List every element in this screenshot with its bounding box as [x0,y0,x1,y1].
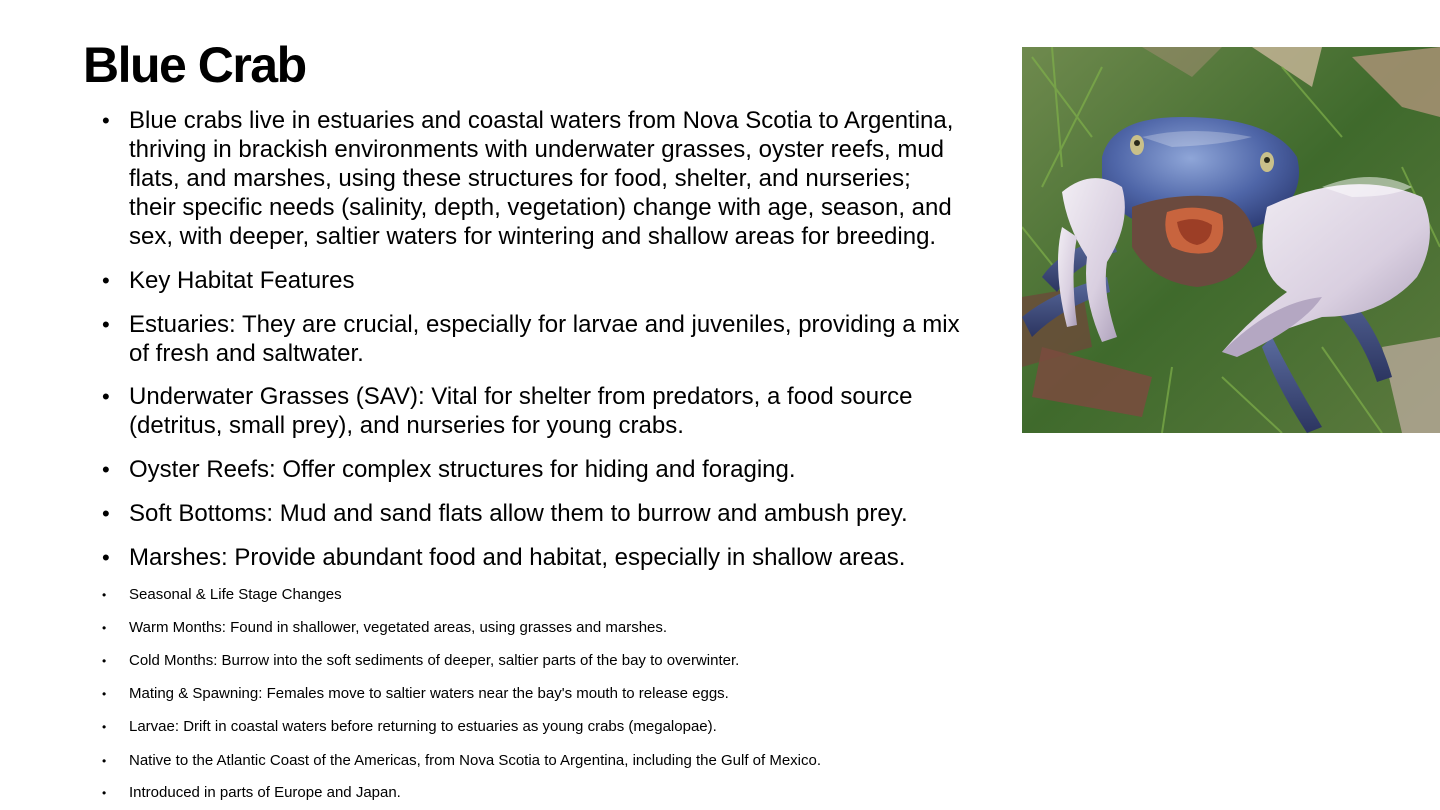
bullet-line: flats, and marshes, using these structures for food, shelter, and nurseries; [129,165,911,192]
bullet-dot: • [102,720,107,734]
bullet-line: Soft Bottoms: Mud and sand flats allow them to burrow and ambush prey. [129,500,908,527]
bullet-dot: • [102,457,110,482]
bullet-dot: • [102,501,110,526]
bullet-text [129,106,953,251]
bullet-line: Key Habitat Features [129,267,355,294]
bullet-dot: • [102,754,107,768]
bullet-dot: • [102,312,110,337]
bullet-dot: • [102,268,110,293]
bullet-text: Native to the Atlantic Coast of the Americas, from Nova Scotia to Argentina, including the Gulf of Mexico. [129,752,822,769]
bullet-dot: • [102,654,107,668]
bullet-dot: • [102,687,107,701]
bullet-dot: • [102,786,107,800]
bullet-line: Blue crabs live in estuaries and coastal waters from Nova Scotia to Argentina, [129,107,954,134]
bullet-text [129,455,796,484]
bullet-line: thriving in brackish environments with underwater grasses, oyster reefs, mud [129,136,945,163]
bullet-text: Mating & Spawning: Females move to saltier waters near the bay's mouth to release eggs. [129,685,729,702]
bullet-text: Seasonal & Life Stage Changes [129,586,342,603]
bullet-text: Introduced in parts of Europe and Japan. [129,784,401,801]
bullet-dot: • [102,545,110,570]
bullet-line: Estuaries: They are crucial, especially for larvae and juveniles, providing a mix [129,311,960,338]
bullet-text [129,382,912,440]
bullet-line: sex, with deeper, saltier waters for wintering and shallow areas for breeding. [129,223,937,250]
bullet-dot: • [102,384,110,409]
bullet-line: (detritus, small prey), and nurseries for young crabs. [129,412,684,439]
bullet-line: Marshes: Provide abundant food and habitat, especially in shallow areas. [129,544,906,571]
bullet-text: Larvae: Drift in coastal waters before returning to estuaries as young crabs (megalopae). [129,718,717,735]
bullet-dot: • [102,588,107,602]
bullet-text [129,310,960,368]
bullet-dot: • [102,621,107,635]
bullet-line: of fresh and saltwater. [129,340,364,367]
bullet-text: Cold Months: Burrow into the soft sediments of deeper, saltier parts of the bay to overwinter. [129,652,740,669]
bullet-line: Underwater Grasses (SAV): Vital for shelter from predators, a food source [129,383,913,410]
bullet-text [129,266,354,295]
crab-photo [1022,47,1440,433]
slide-title: Blue Crab [83,37,306,93]
bullet-dot: • [102,108,110,133]
bullet-text [129,499,908,528]
bullet-text: Warm Months: Found in shallower, vegetated areas, using grasses and marshes. [129,619,668,636]
bullet-text [129,543,905,572]
bullet-line: their specific needs (salinity, depth, vegetation) change with age, season, and [129,194,952,221]
bullet-line: Oyster Reefs: Offer complex structures for hiding and foraging. [129,456,796,483]
